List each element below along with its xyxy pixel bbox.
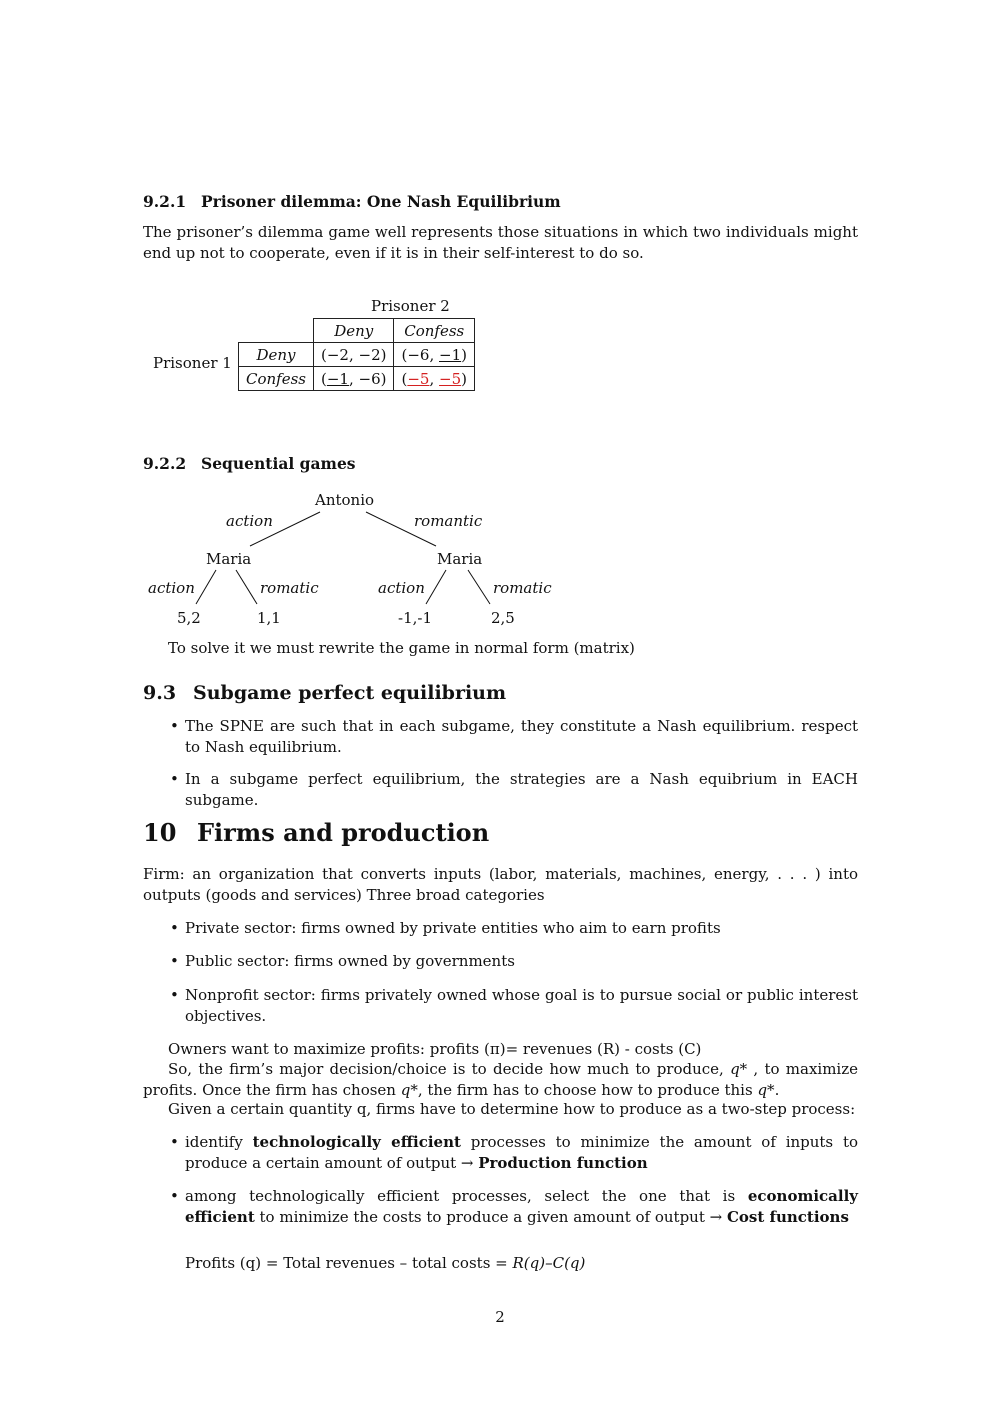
edge-label: action [378, 579, 425, 597]
edge-label: romatic [260, 579, 319, 597]
matrix-corner [239, 319, 314, 343]
col-header-confess: Confess [394, 319, 475, 343]
edge-label: romantic [414, 512, 483, 530]
list-item: • The SPNE are such that in each subgame, they constitute a Nash equilibrium. respect to Nash equilibrium. [170, 717, 858, 756]
paragraph-profits: Owners want to maximize profits: profits (π)= revenues (R) - costs (C) [168, 1040, 702, 1058]
edge-label: action [226, 512, 273, 530]
payoff-leaf: 1,1 [257, 609, 281, 627]
list-item: • among technologically efficient processes, select the one that is economically efficient to minimize the costs to produce a given amount of output → Cost functions [170, 1187, 858, 1226]
paragraph-two-step: Given a certain quantity q, firms have to determine how to produce as a two-step process: [168, 1100, 856, 1118]
payoff-leaf: 2,5 [491, 609, 515, 627]
cell-deny-confess: (−6, −1) [394, 343, 475, 367]
game-tree [0, 480, 600, 630]
edge-label: action [148, 579, 195, 597]
tree-node-left: Maria [206, 550, 252, 568]
section-heading-9-2-1 [143, 192, 561, 211]
row-player-label: Prisoner 1 [153, 354, 232, 372]
section-heading-9-3 [143, 682, 506, 704]
list-item: • identify technologically efficient processes to minimize the amount of inputs to produce a certain amount of output → Production function [170, 1133, 859, 1172]
cell-deny-deny: (−2, −2) [314, 343, 394, 367]
row-header-confess: Confess [239, 367, 314, 391]
section-number: 9.2.2 [143, 454, 187, 473]
list-item: • Public sector: firms owned by governments [170, 952, 515, 970]
paragraph-firm-intro: Firm: an organization that converts inputs (labor, materials, machines, energy, . . . ) into outputs (goods and services) Three broad categories [143, 865, 858, 904]
tree-node-right: Maria [437, 550, 483, 568]
section-number: 10 [143, 818, 177, 847]
section-title: Prisoner dilemma: One Nash Equilibrium [201, 192, 561, 211]
paragraph-prisoner-intro: The prisoner’s dilemma game well represents those situations in which two individuals might end up not to cooperate, even if it is in their self-interest to do so. [143, 223, 858, 262]
cell-confess-deny: (−1, −6) [314, 367, 394, 391]
payoff-leaf: -1,-1 [398, 609, 432, 627]
cell-confess-confess: (−5, −5) [394, 367, 475, 391]
section-heading-10 [143, 818, 489, 847]
tree-edge [196, 570, 216, 604]
section-title: Sequential games [201, 454, 356, 473]
profits-equation: Profits (q) = Total revenues – total costs = R(q)–C(q) [185, 1254, 586, 1272]
tree-edge [426, 570, 446, 604]
edge-label: romatic [493, 579, 552, 597]
tree-edge [236, 570, 257, 604]
col-header-deny: Deny [314, 319, 394, 343]
section-title: Firms and production [197, 818, 490, 847]
section-heading-9-2-2 [143, 454, 356, 473]
section-number: 9.3 [143, 682, 177, 704]
tree-edge [468, 570, 490, 604]
col-player-label: Prisoner 2 [371, 297, 450, 315]
payoff-leaf: 5,2 [177, 609, 201, 627]
row-header-deny: Deny [239, 343, 314, 367]
section-number: 9.2.1 [143, 192, 187, 211]
tree-root: Antonio [315, 491, 375, 509]
list-item: • Nonprofit sector: firms privately owned whose goal is to pursue social or public interest objectives. [170, 986, 858, 1025]
paragraph-decision: So, the firm’s major decision/choice is to decide how much to produce, q* , to maximize profits. Once the firm has chosen q*, the firm has to choose how to produce this q*. [143, 1060, 858, 1099]
tree-note: To solve it we must rewrite the game in normal form (matrix) [168, 639, 635, 657]
section-title: Subgame perfect equilibrium [193, 682, 507, 704]
payoff-matrix [238, 318, 475, 391]
page-number: 2 [495, 1308, 505, 1326]
list-item: • In a subgame perfect equilibrium, the strategies are a Nash equibrium in EACH subgame. [170, 770, 858, 809]
list-item: • Private sector: firms owned by private entities who aim to earn profits [170, 919, 721, 937]
